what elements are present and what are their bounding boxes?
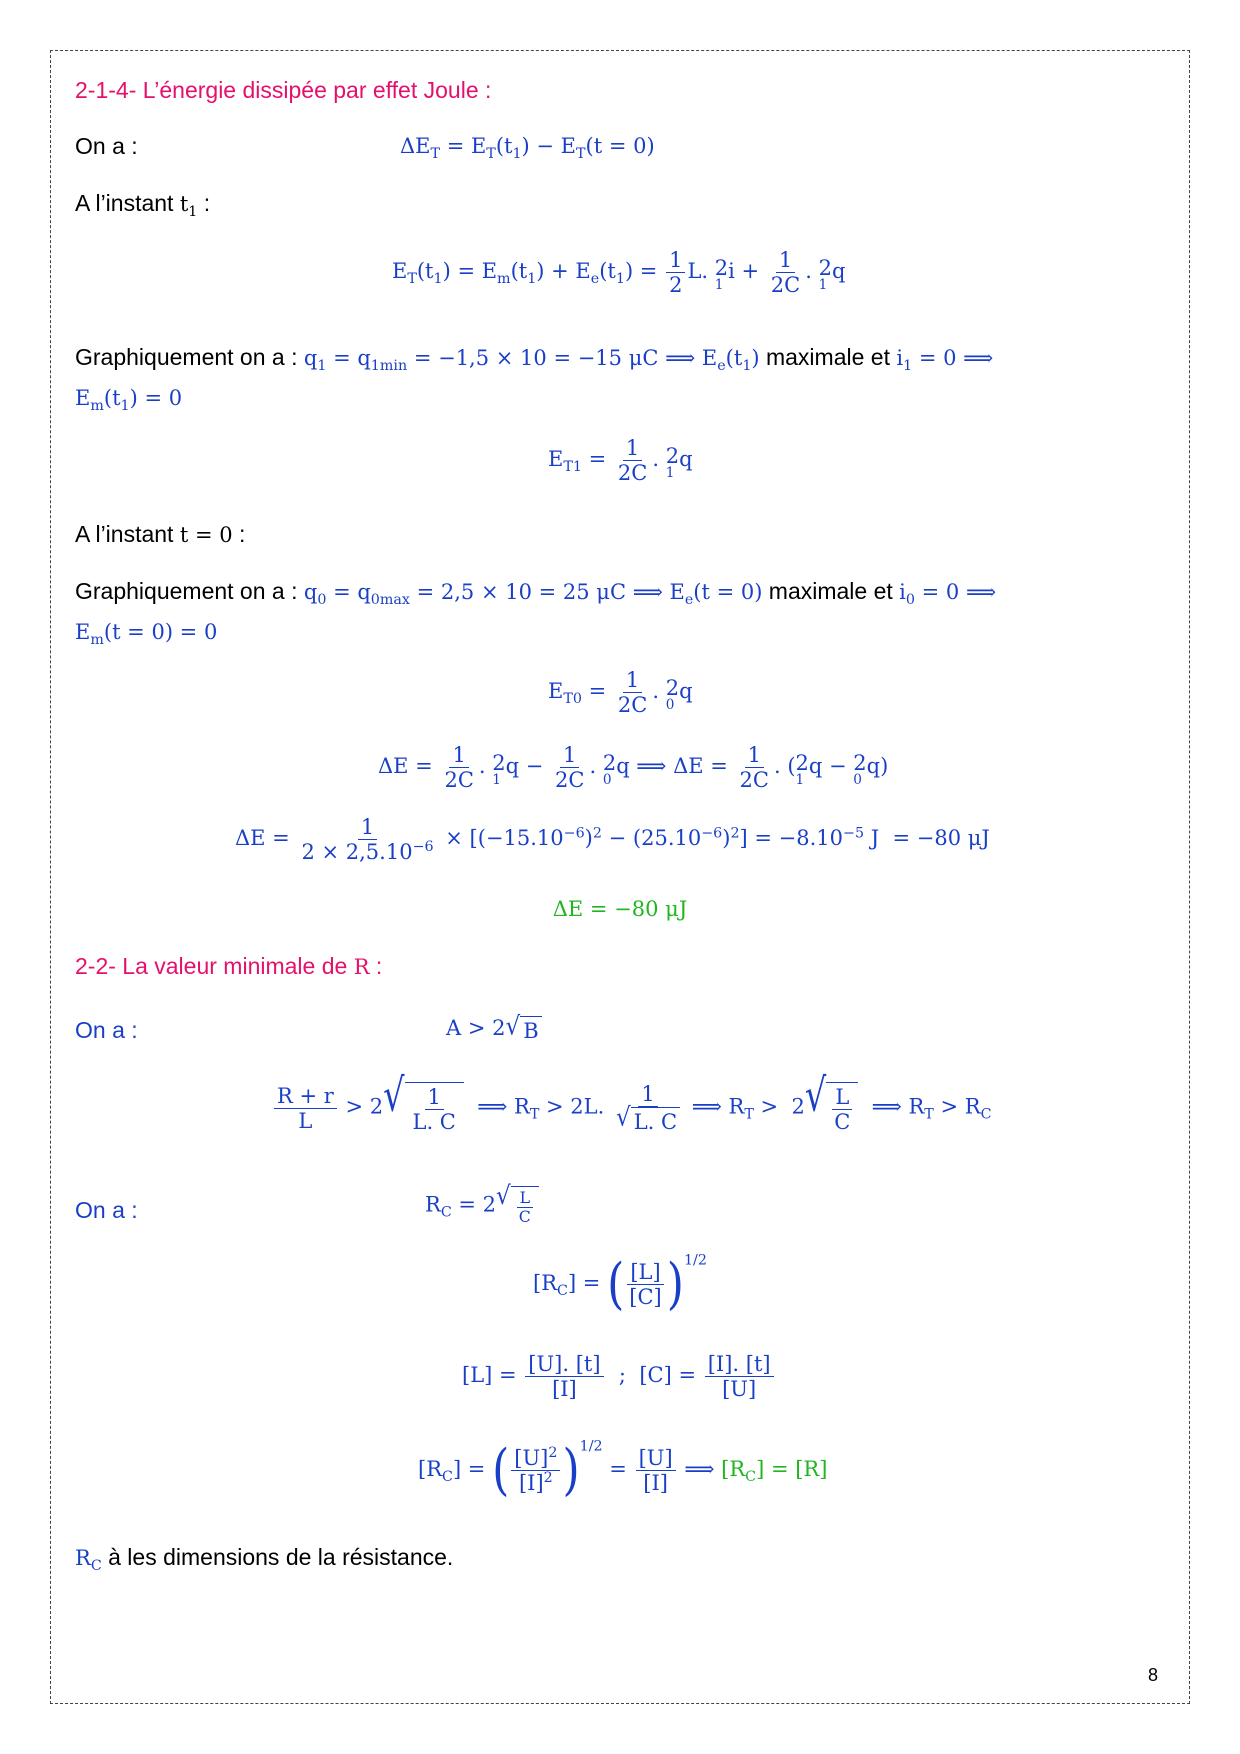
section-heading-2-2-text: 2-2- La valeur minimale de <box>75 953 348 979</box>
section-heading-2-2-var: R <box>353 955 370 979</box>
result-delta-e: ΔE = −80 μJ <box>552 897 688 921</box>
graphique-line-t0: Graphiquement on a : $q_0 = q_{0max} = 2,5 \times 10 = 25$ μC ⟹ $E_e(t = 0)$ maximale et $i_0 = 0$ ⟹ <box>75 578 997 608</box>
on-a-label-2: On a : <box>75 1017 138 1043</box>
graph-label: Graphiquement on a : <box>75 344 298 370</box>
equation-rc-final: $[R_C]$ = ( $\frac{[U]^2}{[I]^2}$ )$^{1/2}$ = $\frac{[U]}{[I]}$ ⟹ $[R_C] = [R]$ <box>418 1438 828 1502</box>
equation-delta-e-numeric: ΔE = $\frac{1}{2 \times 2,5.10^{-6}}$ × $[(-15.10^{-6})^2 - (25.10^{-6})^2] = -8.10^{-5}$ J = −80 μJ <box>235 815 990 865</box>
section-heading-2-1-4: 2-1-4- L’énergie dissipée par effet Joule : <box>75 77 492 103</box>
on-a-label: On a : <box>75 133 138 159</box>
graphique-line-t1: Graphiquement on a : $q_1 = q_{1min} = -1,5 \times 10 = -15$ μC ⟹ $E_e(t_1)$ maximale et $i_1 = 0$ ⟹ <box>75 344 994 374</box>
equation-delta-e-formula: ΔE = $\frac{1}{2C}$ . 2 1 q − $\frac{1}{2C}$ . 2 0 q ⟹ ΔE = $\frac{1}{2C}$ . (2 1 q − 2 0 q) <box>378 743 889 793</box>
graph-label-2: Graphiquement on a : <box>75 578 298 604</box>
conclusion-line: $R_C$ à les dimensions de la résistance. <box>75 1544 454 1574</box>
section-heading-2-2: 2-2- La valeur minimale de R : <box>75 953 383 979</box>
conclusion-text: à les dimensions de la résistance. <box>108 1544 454 1570</box>
equation-rc-dimension: $[R_C]$ = ( $\frac{[L]}{[C]}$ )$^{1/2}$ <box>533 1252 707 1316</box>
maximale-et-label-2: maximale et <box>768 578 893 604</box>
equation-delta-et: $\Delta E_T = E_T(t_1) - E_T(t = 0)$ <box>400 134 655 162</box>
instant-t0-label: A l’instant <box>75 521 174 547</box>
equation-l-c-dimensions: [L] = $\frac{[U]. [t]}{[I]}$ ; [C] = $\frac{[I]. [t]}{[U]}$ <box>462 1352 776 1401</box>
instant-t0-line: A l’instant t = 0 : <box>75 521 246 547</box>
equation-et1: $E_{T1}$ = $\frac{1}{2C}$ . 2 1 q <box>548 436 693 486</box>
equation-a-gt-2sqrtb: A > 2 √ B <box>446 1016 542 1043</box>
instant-t1-line: A l’instant $t_1$ : <box>75 190 211 220</box>
equation-et0: $E_{T0}$ = $\frac{1}{2C}$ . 2 0 q <box>548 668 693 718</box>
on-a-label-3: On a : <box>75 1197 138 1223</box>
page-number: 8 <box>1148 1665 1159 1685</box>
equation-em-t1: $E_m(t_1) = 0$ <box>75 386 183 414</box>
equation-et-t1: $E_T(t_1) = E_m(t_1) + E_e(t_1)$ = $\frac{1}{2}$ L. 2 1 i + $\frac{1}{2C}$ . 2 1 q <box>392 248 846 298</box>
instant-t1-label: A l’instant <box>75 190 174 216</box>
equation-rc-definition: $R_C = 2$ √ $\frac{L}{C}$ <box>425 1186 539 1226</box>
equation-rt-inequality: $\frac{R + r}{L}$ > 2 √ $\frac{1}{L. C}$ ⟹ $R_T > 2L$. 1 √ L. C ⟹ $R_T > 2$ √ $\frac{L}{C}$ ⟹ $R_T > R_C$ <box>272 1082 991 1134</box>
equation-em-t0: $E_m(t = 0) = 0$ <box>75 620 218 648</box>
maximale-et-label: maximale et <box>765 344 890 370</box>
